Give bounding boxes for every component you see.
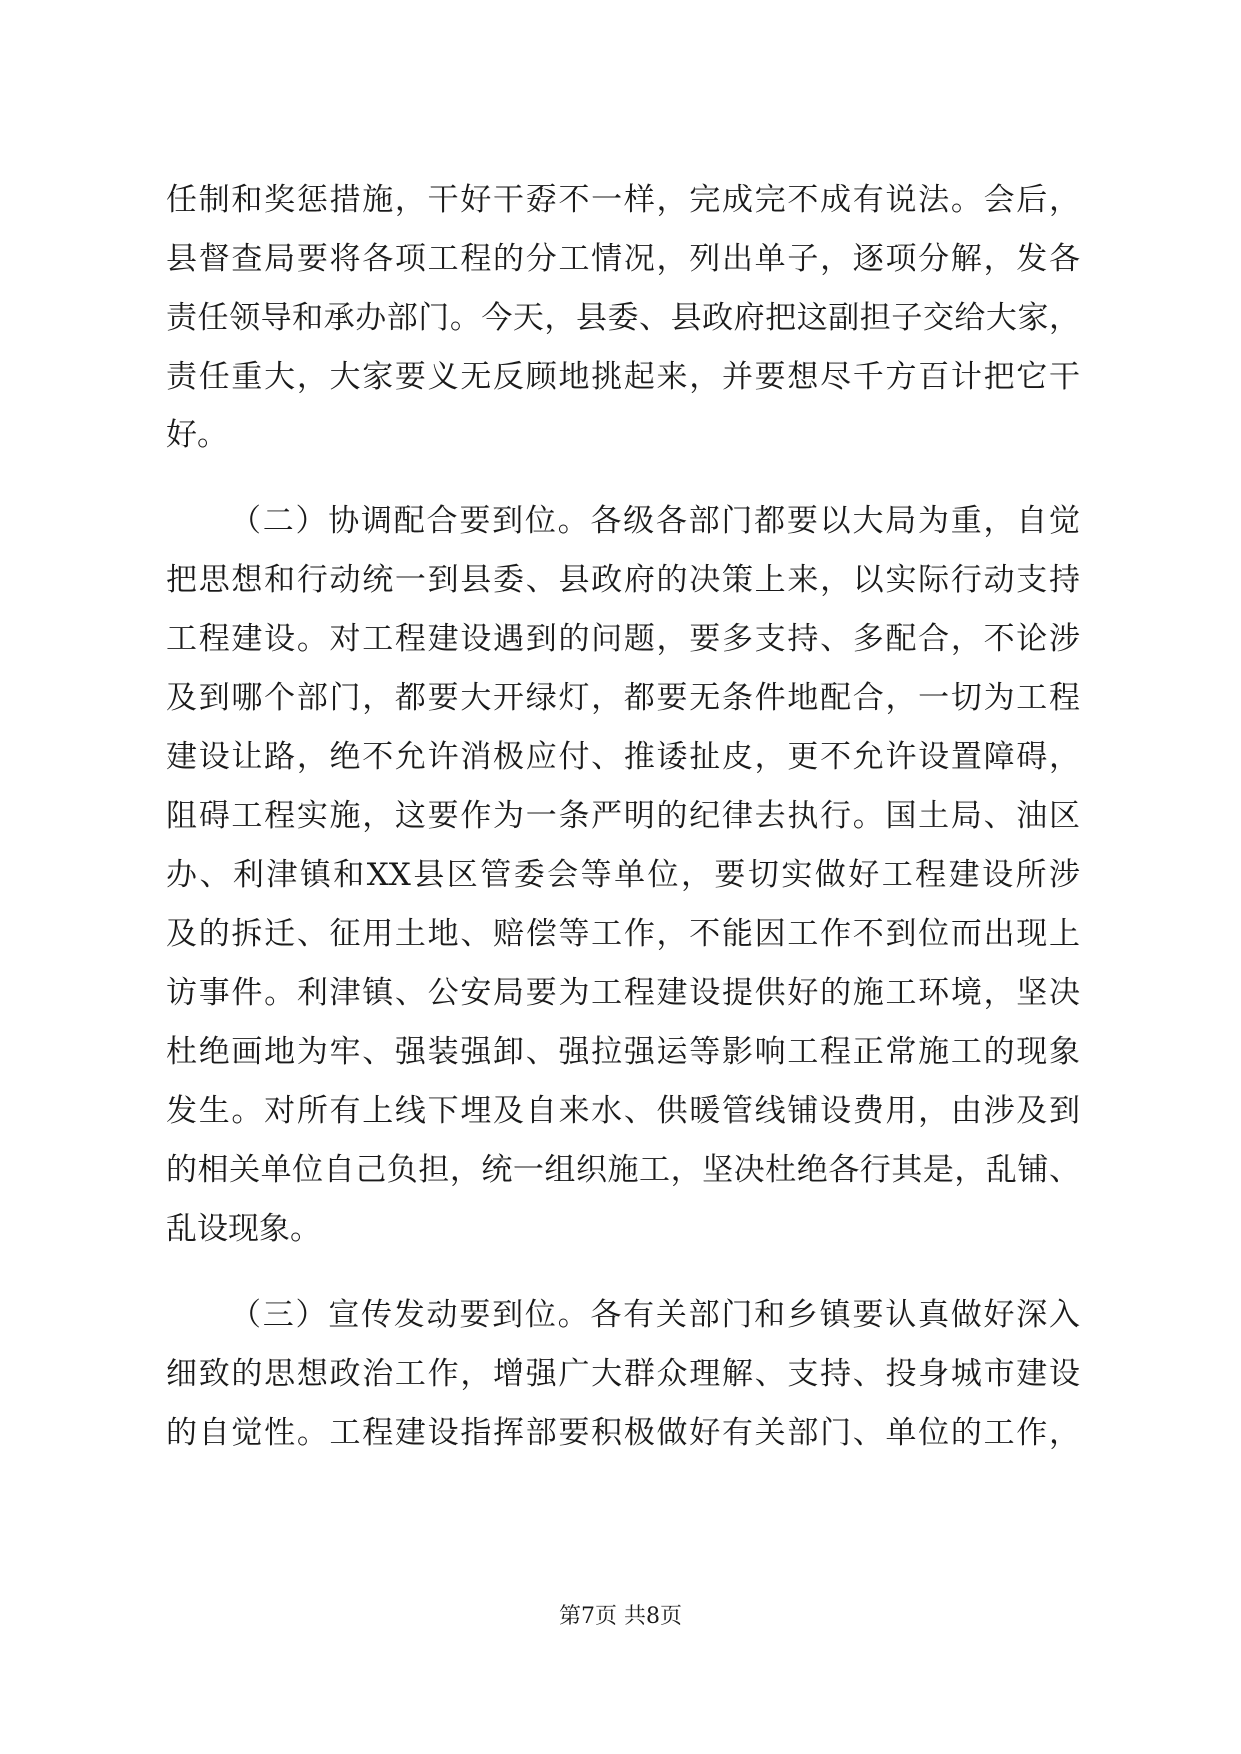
- page-footer: [0, 1602, 1241, 1632]
- paragraph-first-line: （二）协调配合要到位。各级各部门都要以大局为重，自觉: [230, 503, 1080, 539]
- paragraph-first-line: （三）宣传发动要到位。各有关部门和乡镇要认真做好深入: [230, 1297, 1080, 1333]
- text-line: 的相关单位自己负担，统一组织施工，坚决杜绝各行其是，乱铺、: [166, 1152, 1080, 1188]
- text-line: 乱设现象。: [166, 1211, 321, 1247]
- text-line: 责任重大，大家要义无反顾地挑起来，并要想尽千方百计把它干: [166, 359, 1080, 395]
- text-line: 细致的思想政治工作，增强广大群众理解、支持、投身城市建设: [166, 1356, 1080, 1392]
- page-number-label: 第7页 共8页: [559, 1604, 682, 1629]
- text-line: 及到哪个部门，都要大开绿灯，都要无条件地配合，一切为工程: [166, 680, 1080, 716]
- text-line: 及的拆迁、征用土地、赔偿等工作，不能因工作不到位而出现上: [166, 916, 1080, 952]
- text-line: 杜绝画地为牢、强装强卸、强拉强运等影响工程正常施工的现象: [166, 1034, 1080, 1070]
- text-line: 任制和奖惩措施，干好干孬不一样，完成完不成有说法。会后，: [166, 182, 1080, 218]
- text-line: 建设让路，绝不允许消极应付、推诿扯皮，更不允许设置障碍，: [166, 739, 1080, 775]
- text-line: 发生。对所有上线下埋及自来水、供暖管线铺设费用，由涉及到: [166, 1093, 1080, 1129]
- text-line: 把思想和行动统一到县委、县政府的决策上来，以实际行动支持: [166, 562, 1080, 598]
- text-line: 访事件。利津镇、公安局要为工程建设提供好的施工环境，坚决: [166, 975, 1080, 1011]
- text-line: 责任领导和承办部门。今天，县委、县政府把这副担子交给大家，: [166, 300, 1080, 336]
- text-line: 好。: [166, 417, 228, 453]
- text-line: 的自觉性。工程建设指挥部要积极做好有关部门、单位的工作，: [166, 1415, 1080, 1451]
- text-line: 工程建设。对工程建设遇到的问题，要多支持、多配合，不论涉: [166, 621, 1080, 657]
- text-line: 县督查局要将各项工程的分工情况，列出单子，逐项分解，发各: [166, 241, 1080, 277]
- text-line: 办、利津镇和XX县区管委会等单位，要切实做好工程建设所涉: [166, 857, 1080, 893]
- text-line: 阻碍工程实施，这要作为一条严明的纪律去执行。国土局、油区: [166, 798, 1080, 834]
